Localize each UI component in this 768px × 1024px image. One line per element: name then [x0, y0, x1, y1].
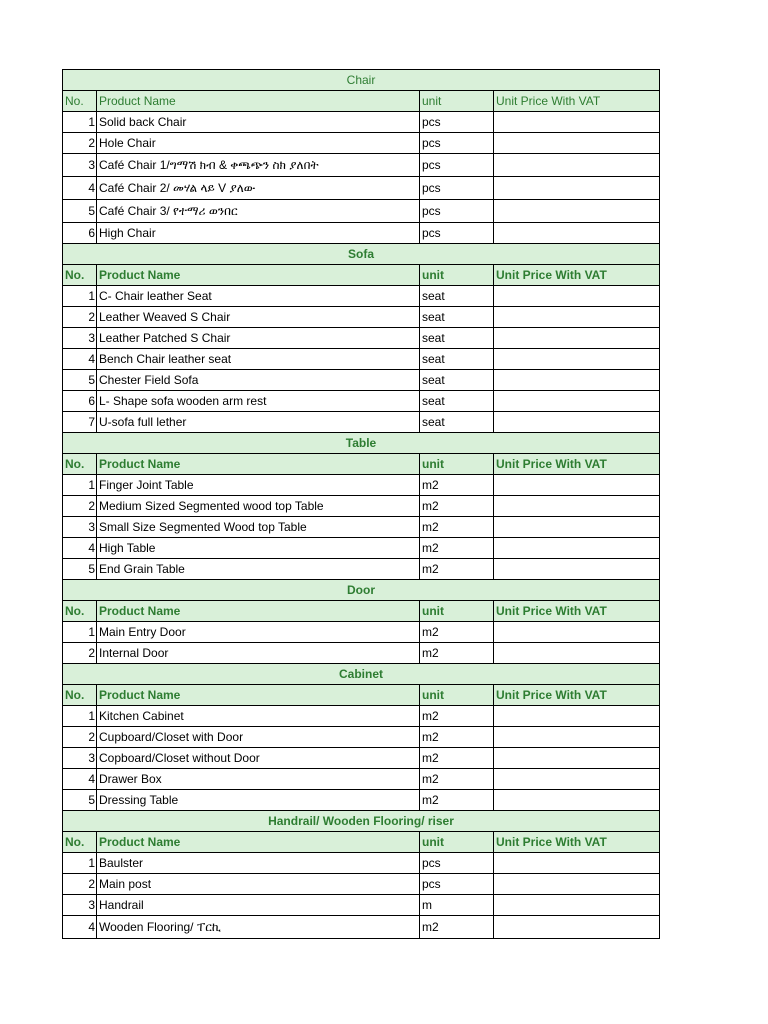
unit: m2 — [420, 790, 494, 811]
unit-price-cell[interactable] — [494, 727, 660, 748]
unit: pcs — [420, 177, 494, 200]
item-number: 2 — [63, 307, 97, 328]
item-number: 2 — [63, 496, 97, 517]
table-row — [63, 769, 660, 790]
product-name: Small Size Segmented Wood top Table — [97, 517, 420, 538]
product-name: Kitchen Cabinet — [97, 706, 420, 727]
product-name: Internal Door — [97, 643, 420, 664]
product-name: Leather Patched S Chair — [97, 328, 420, 349]
product-name: Main Entry Door — [97, 622, 420, 643]
unit: seat — [420, 307, 494, 328]
unit: m2 — [420, 727, 494, 748]
table-row — [63, 559, 660, 580]
table-row — [63, 895, 660, 916]
unit: pcs — [420, 133, 494, 154]
unit: m2 — [420, 706, 494, 727]
table-row — [63, 622, 660, 643]
unit-price-cell[interactable] — [494, 559, 660, 580]
table-row — [63, 874, 660, 895]
product-name: Copboard/Closet without Door — [97, 748, 420, 769]
header-no: No. — [63, 832, 97, 853]
unit: pcs — [420, 874, 494, 895]
unit-price-cell[interactable] — [494, 412, 660, 433]
unit: m2 — [420, 622, 494, 643]
table-row — [63, 748, 660, 769]
table-row — [63, 200, 660, 223]
unit-price-cell[interactable] — [494, 916, 660, 939]
header-no: No. — [63, 454, 97, 475]
header-product-name: Product Name — [97, 685, 420, 706]
product-name: Hole Chair — [97, 133, 420, 154]
section-title-row — [63, 70, 660, 91]
unit: m2 — [420, 916, 494, 939]
header-unit: unit — [420, 265, 494, 286]
header-unit-price: Unit Price With VAT — [494, 832, 660, 853]
table-row — [63, 286, 660, 307]
table-row — [63, 133, 660, 154]
unit: m2 — [420, 769, 494, 790]
unit: pcs — [420, 853, 494, 874]
unit-price-cell[interactable] — [494, 769, 660, 790]
unit: seat — [420, 328, 494, 349]
header-unit-price: Unit Price With VAT — [494, 601, 660, 622]
product-name: Main post — [97, 874, 420, 895]
item-number: 3 — [63, 328, 97, 349]
item-number: 4 — [63, 769, 97, 790]
header-product-name: Product Name — [97, 91, 420, 112]
header-unit-price: Unit Price With VAT — [494, 685, 660, 706]
product-name: Drawer Box — [97, 769, 420, 790]
item-number: 2 — [63, 643, 97, 664]
header-product-name: Product Name — [97, 454, 420, 475]
item-number: 5 — [63, 559, 97, 580]
table-row — [63, 538, 660, 559]
item-number: 2 — [63, 727, 97, 748]
item-number: 6 — [63, 223, 97, 244]
unit-price-cell[interactable] — [494, 328, 660, 349]
unit-price-cell[interactable] — [494, 177, 660, 200]
item-number: 1 — [63, 475, 97, 496]
unit: seat — [420, 370, 494, 391]
product-name: Cupboard/Closet with Door — [97, 727, 420, 748]
item-number: 2 — [63, 874, 97, 895]
header-product-name: Product Name — [97, 832, 420, 853]
product-name: Handrail — [97, 895, 420, 916]
header-unit: unit — [420, 832, 494, 853]
section-title-row — [63, 244, 660, 265]
unit-price-cell[interactable] — [494, 370, 660, 391]
item-number: 6 — [63, 391, 97, 412]
unit: pcs — [420, 200, 494, 223]
unit-price-cell[interactable] — [494, 853, 660, 874]
product-name: High Chair — [97, 223, 420, 244]
unit-price-cell[interactable] — [494, 307, 660, 328]
product-name: Leather Weaved S Chair — [97, 307, 420, 328]
product-name: Baulster — [97, 853, 420, 874]
product-name: U-sofa full lether — [97, 412, 420, 433]
product-name: Café Chair 1/ግማሽ ክብ & ቀጫጭን ስክ ያለበት — [97, 154, 420, 177]
unit-price-cell[interactable] — [494, 349, 660, 370]
unit: m2 — [420, 517, 494, 538]
unit: m — [420, 895, 494, 916]
table-row — [63, 790, 660, 811]
item-number: 3 — [63, 895, 97, 916]
unit: pcs — [420, 154, 494, 177]
item-number: 4 — [63, 177, 97, 200]
header-no: No. — [63, 601, 97, 622]
header-unit: unit — [420, 685, 494, 706]
price-list-body — [63, 70, 660, 939]
unit-price-cell[interactable] — [494, 223, 660, 244]
unit-price-cell[interactable] — [494, 112, 660, 133]
unit-price-cell[interactable] — [494, 622, 660, 643]
column-header-row — [63, 454, 660, 475]
section-title: Door — [63, 580, 660, 601]
unit-price-cell[interactable] — [494, 133, 660, 154]
unit: pcs — [420, 223, 494, 244]
unit-price-cell[interactable] — [494, 496, 660, 517]
item-number: 2 — [63, 133, 97, 154]
section-title-row — [63, 664, 660, 685]
table-row — [63, 475, 660, 496]
product-name: Solid back Chair — [97, 112, 420, 133]
item-number: 4 — [63, 916, 97, 939]
unit: seat — [420, 391, 494, 412]
item-number: 3 — [63, 748, 97, 769]
table-row — [63, 328, 660, 349]
header-unit-price: Unit Price With VAT — [494, 265, 660, 286]
product-name: L- Shape sofa wooden arm rest — [97, 391, 420, 412]
product-name: Wooden Flooring/ ፐርኪ — [97, 916, 420, 939]
unit: m2 — [420, 559, 494, 580]
unit: seat — [420, 412, 494, 433]
header-unit: unit — [420, 454, 494, 475]
product-name: High Table — [97, 538, 420, 559]
unit-price-cell[interactable] — [494, 895, 660, 916]
header-unit-price: Unit Price With VAT — [494, 91, 660, 112]
header-product-name: Product Name — [97, 265, 420, 286]
header-no: No. — [63, 685, 97, 706]
price-list-table — [62, 69, 660, 939]
unit-price-cell[interactable] — [494, 517, 660, 538]
table-row — [63, 349, 660, 370]
header-no: No. — [63, 91, 97, 112]
column-header-row — [63, 685, 660, 706]
product-name: C- Chair leather Seat — [97, 286, 420, 307]
item-number: 4 — [63, 538, 97, 559]
item-number: 1 — [63, 622, 97, 643]
product-name: Medium Sized Segmented wood top Table — [97, 496, 420, 517]
section-title: Sofa — [63, 244, 660, 265]
table-row — [63, 154, 660, 177]
product-name: Café Chair 2/ መሃል ላይ V ያለው — [97, 177, 420, 200]
section-title: Table — [63, 433, 660, 454]
product-name: Bench Chair leather seat — [97, 349, 420, 370]
item-number: 1 — [63, 853, 97, 874]
table-row — [63, 391, 660, 412]
unit: m2 — [420, 475, 494, 496]
item-number: 1 — [63, 706, 97, 727]
item-number: 1 — [63, 286, 97, 307]
table-row — [63, 706, 660, 727]
column-header-row — [63, 832, 660, 853]
table-row — [63, 223, 660, 244]
section-title: Chair — [63, 70, 660, 91]
unit-price-cell[interactable] — [494, 538, 660, 559]
column-header-row — [63, 601, 660, 622]
table-row — [63, 727, 660, 748]
unit-price-cell[interactable] — [494, 706, 660, 727]
unit-price-cell[interactable] — [494, 200, 660, 223]
product-name: Dressing Table — [97, 790, 420, 811]
section-title: Cabinet — [63, 664, 660, 685]
item-number: 7 — [63, 412, 97, 433]
product-name: Finger Joint Table — [97, 475, 420, 496]
table-row — [63, 496, 660, 517]
section-title-row — [63, 811, 660, 832]
item-number: 5 — [63, 370, 97, 391]
unit-price-cell[interactable] — [494, 391, 660, 412]
header-product-name: Product Name — [97, 601, 420, 622]
header-unit: unit — [420, 601, 494, 622]
unit-price-cell[interactable] — [494, 874, 660, 895]
unit-price-cell[interactable] — [494, 286, 660, 307]
table-row — [63, 643, 660, 664]
table-row — [63, 517, 660, 538]
unit: m2 — [420, 496, 494, 517]
unit: m2 — [420, 748, 494, 769]
section-title: Handrail/ Wooden Flooring/ riser — [63, 811, 660, 832]
item-number: 3 — [63, 154, 97, 177]
table-row — [63, 853, 660, 874]
table-row — [63, 307, 660, 328]
product-name: Café Chair 3/ የተማሪ ወንበር — [97, 200, 420, 223]
item-number: 1 — [63, 112, 97, 133]
item-number: 3 — [63, 517, 97, 538]
unit-price-cell[interactable] — [494, 643, 660, 664]
table-row — [63, 112, 660, 133]
column-header-row — [63, 265, 660, 286]
item-number: 5 — [63, 200, 97, 223]
table-row — [63, 412, 660, 433]
section-title-row — [63, 580, 660, 601]
header-no: No. — [63, 265, 97, 286]
table-row — [63, 916, 660, 939]
column-header-row — [63, 91, 660, 112]
unit: pcs — [420, 112, 494, 133]
unit-price-cell[interactable] — [494, 790, 660, 811]
unit: seat — [420, 349, 494, 370]
item-number: 4 — [63, 349, 97, 370]
unit: m2 — [420, 538, 494, 559]
header-unit: unit — [420, 91, 494, 112]
product-name: Chester Field Sofa — [97, 370, 420, 391]
section-title-row — [63, 433, 660, 454]
unit-price-cell[interactable] — [494, 748, 660, 769]
unit: seat — [420, 286, 494, 307]
table-row — [63, 177, 660, 200]
header-unit-price: Unit Price With VAT — [494, 454, 660, 475]
unit-price-cell[interactable] — [494, 154, 660, 177]
item-number: 5 — [63, 790, 97, 811]
table-row — [63, 370, 660, 391]
unit: m2 — [420, 643, 494, 664]
product-name: End Grain Table — [97, 559, 420, 580]
unit-price-cell[interactable] — [494, 475, 660, 496]
